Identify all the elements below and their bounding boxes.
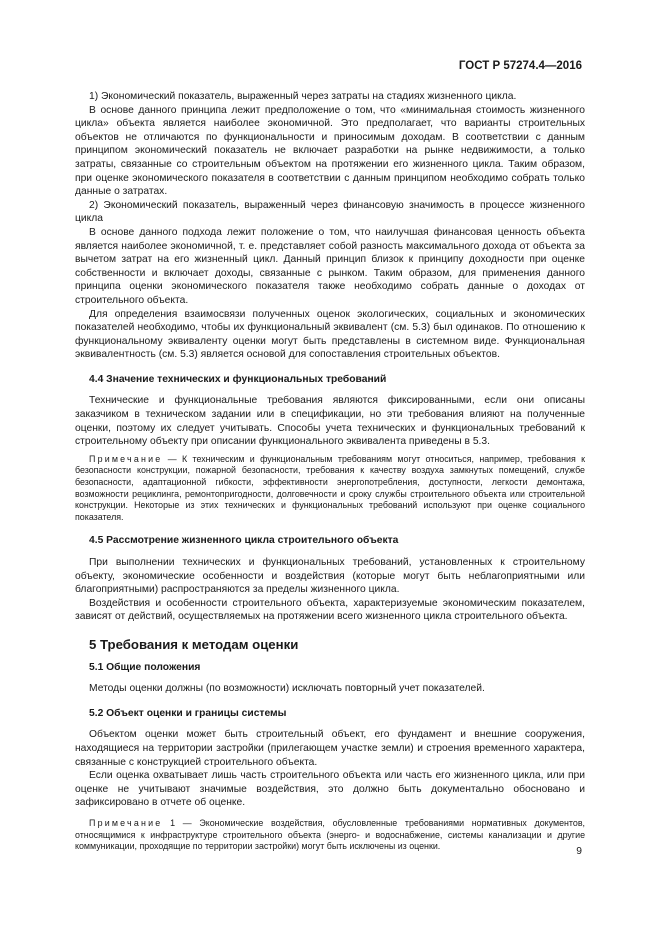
note-text: 1 — Экономические воздействия, обусловленные требованиями нормативных документов, относящимися к инфраструктуре строительного объекта (энерго- и водоснабжение, системы канализации и другие коммуникации, проходящие по территории застройки) могут быть исключены из оценки.	[75, 817, 585, 852]
section-heading-5-2: 5.2 Объект оценки и границы системы	[89, 707, 287, 719]
paragraph: Если оценка охватывает лишь часть строительного объекта или часть его жизненного цикла, или при оценке не учитывают значимые воздействия, это должно быть документально обосновано и зафиксировано в отчете об оценке.	[75, 770, 585, 809]
section-heading-4-4: 4.4 Значение технических и функциональных требований	[89, 373, 387, 385]
document-body	[75, 90, 585, 853]
document-header: ГОСТ Р 57274.4—2016	[458, 60, 582, 72]
section-heading-5: 5 Требования к методам оценки	[89, 636, 299, 652]
paragraph: Для определения взаимосвязи полученных оценок экологических, социальных и экономических показателей необходимо, чтобы их функциональный эквивалент (см. 5.3) был одинаков. По отношению к функциональному эквиваленту оценки могут быть представлены в системном виде. Функциональная эквивалентность (см. 5.3) является основой для сопоставления строительных объектов.	[75, 308, 585, 361]
paragraph: Воздействия и особенности строительного объекта, характеризуемые экономическим показателем, зависят от действий, осуществляемых на протяжении всего жизненного цикла строительного объекта.	[75, 597, 585, 623]
paragraph: Методы оценки должны (по возможности) исключать повторный учет показателей.	[89, 683, 485, 695]
paragraph: Технические и функциональные требования являются фиксированными, если они описаны заказчиком в техническом задании или в спецификации, но эти требования влияют на полученные оценки, поэтому их следует учитывать. Способы учета технических и функциональных требований к строительному объекту при описании функционального эквивалента приведены в 5.3.	[75, 395, 585, 448]
paragraph: 2) Экономический показатель, выраженный через финансовую значимость в процессе жизненного цикла	[75, 199, 585, 225]
note-label: Примечание	[89, 453, 163, 464]
note	[75, 454, 585, 524]
note-label: Примечание	[89, 817, 163, 828]
page-number: 9	[576, 846, 582, 857]
paragraph: Объектом оценки может быть строительный объект, его фундамент и внешние сооружения, находящиеся на территории застройки (прилегающем участке земли) и строения временного характера, связанные с конструкцией строительного объекта.	[75, 729, 585, 768]
section-heading-4-5: 4.5 Рассмотрение жизненного цикла строительного объекта	[89, 535, 399, 547]
note-text: — К техническим и функциональным требованиям могут относиться, например, требования к безопасности конструкции, пожарной безопасности, требования к качеству воздуха замкнутых помещений, службе безопасности, адаптационной гибкости, эффективности энергопотребления, доступности, легкости демонтажа, возможности рециклинга, ремонтопригодности, долговечности и сроку службы строительного объекта или строительной конструкции. Некоторые из этих технических и функциональных требований используют при оценке социального показателя.	[75, 453, 585, 522]
paragraph: В основе данного принципа лежит предположение о том, что «минимальная стоимость жизненного цикла» объекта является наиболее экономичной. Это предполагает, что варианты строительных объектов не отличаются по функциональности и приносимым доходам. В соответствии с данным принципом экономический показатель не включает разработки на рынке недвижимости, а только затраты, связанные со строительным объектом на протяжении его жизненного цикла. Таким образом, при оценке экономического показателя в соответствии с данным принципом необходимо собрать только данные о затратах.	[75, 104, 585, 198]
paragraph: В основе данного подхода лежит положение о том, что наилучшая финансовая ценность объекта является наиболее экономичной, т. е. представляет собой разность максимального дохода от объекта за вычетом затрат на его жизненный цикл. Данный принцип близок к принципу доходности при оценке собственности и включает доходы, связанные с рынком. Таким образом, для применения данного принципа оценки экономического показателя также необходимо собрать данные о доходах от строительного объекта.	[75, 226, 585, 306]
paragraph: При выполнении технических и функциональных требований, установленных к строительному объекту, экономические особенности и воздействия (которые могут быть неблагоприятными или благоприятными) распространяются за пределы жизненного цикла.	[75, 557, 585, 596]
note	[75, 818, 585, 853]
paragraph: 1) Экономический показатель, выраженный через затраты на стадиях жизненного цикла.	[89, 91, 517, 102]
section-heading-5-1: 5.1 Общие положения	[89, 661, 201, 673]
